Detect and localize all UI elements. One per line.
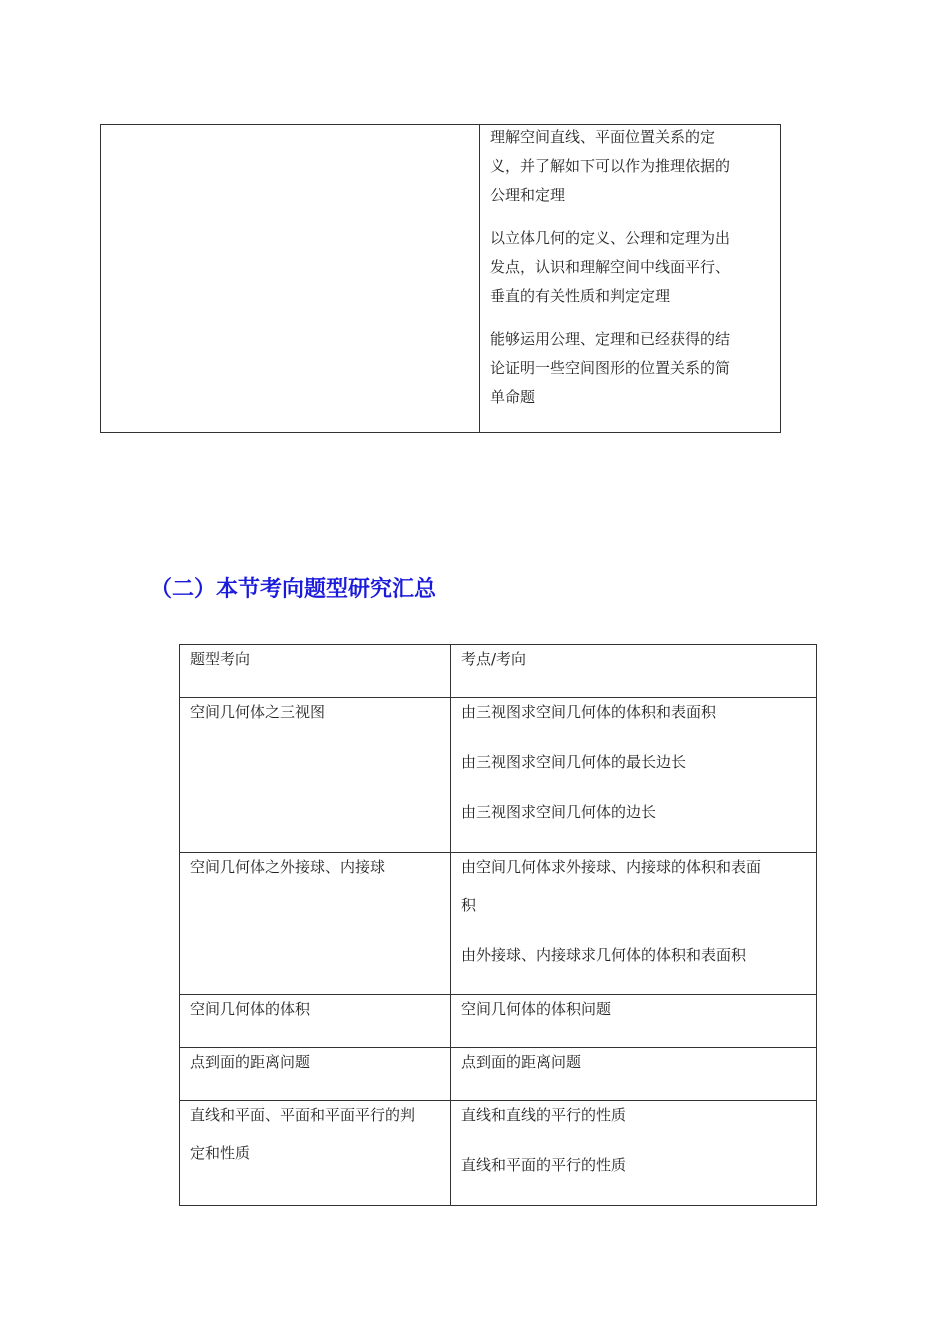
points-cell xyxy=(451,1101,817,1206)
table-row xyxy=(180,853,817,995)
type-text: 空间几何体之三视图 xyxy=(190,703,326,721)
type-text: 点到面的距离问题 xyxy=(190,1053,311,1071)
objective-3-line-1: 能够运用公理、定理和已经获得的结 xyxy=(490,330,731,348)
type-text xyxy=(190,1101,442,1163)
type-cell xyxy=(180,853,451,995)
points-cell xyxy=(451,1048,817,1101)
section-title: （二）本节考向题型研究汇总 xyxy=(150,577,437,602)
table-row xyxy=(180,995,817,1048)
type-text: 空间几何体之外接球、内接球 xyxy=(190,858,386,876)
type-cell xyxy=(180,995,451,1048)
header-cell-points xyxy=(451,645,817,698)
objective-2-line-3: 垂直的有关性质和判定定理 xyxy=(490,287,671,305)
table-header-row xyxy=(180,645,817,698)
type-cell xyxy=(180,1048,451,1101)
points-list xyxy=(461,853,808,965)
table-row xyxy=(180,698,817,853)
point-item: 空间几何体的体积问题 xyxy=(461,1000,612,1018)
point-item-line: 积 xyxy=(461,896,477,914)
objective-1-line-1: 理解空间直线、平面位置关系的定 xyxy=(490,128,716,146)
objective-3-line-2: 论证明一些空间图形的位置关系的简 xyxy=(490,359,731,377)
table-row xyxy=(180,1101,817,1206)
objective-1-line-3: 公理和定理 xyxy=(490,186,566,204)
point-item: 由外接球、内接球求几何体的体积和表面积 xyxy=(461,946,747,964)
points-list xyxy=(461,702,808,822)
question-type-table xyxy=(179,644,817,1206)
point-item: 点到面的距离问题 xyxy=(461,1053,582,1071)
type-text-line: 直线和平面、平面和平面平行的判 xyxy=(190,1106,416,1124)
objectives-right-cell xyxy=(480,125,780,432)
objective-2-line-1: 以立体几何的定义、公理和定理为出 xyxy=(490,229,731,247)
type-text: 空间几何体的体积 xyxy=(190,1000,311,1018)
header-type-label: 题型考向 xyxy=(190,650,251,668)
points-cell xyxy=(451,995,817,1048)
type-cell xyxy=(180,698,451,853)
point-item: 由三视图求空间几何体的体积和表面积 xyxy=(461,703,717,721)
objective-paragraph-2 xyxy=(490,224,770,311)
objectives-left-cell xyxy=(101,125,480,432)
header-cell-type xyxy=(180,645,451,698)
points-list xyxy=(461,1105,808,1175)
type-cell xyxy=(180,1101,451,1206)
objective-paragraph-3 xyxy=(490,325,770,412)
type-text-line: 定和性质 xyxy=(190,1144,251,1162)
points-cell xyxy=(451,698,817,853)
point-item: 直线和直线的平行的性质 xyxy=(461,1106,627,1124)
header-points-label: 考点/考向 xyxy=(461,650,527,668)
objective-paragraph-1 xyxy=(490,123,770,210)
points-cell xyxy=(451,853,817,995)
point-item-line: 由空间几何体求外接球、内接球的体积和表面 xyxy=(461,858,762,876)
point-item: 直线和平面的平行的性质 xyxy=(461,1156,627,1174)
objective-2-line-2: 发点，认识和理解空间中线面平行、 xyxy=(490,258,731,276)
table-row xyxy=(180,1048,817,1101)
objectives-table xyxy=(100,124,781,433)
objective-1-line-2: 义，并了解如下可以作为推理依据的 xyxy=(490,157,731,175)
point-item: 由三视图求空间几何体的边长 xyxy=(461,803,657,821)
objective-3-line-3: 单命题 xyxy=(490,388,536,406)
point-item: 由三视图求空间几何体的最长边长 xyxy=(461,753,687,771)
